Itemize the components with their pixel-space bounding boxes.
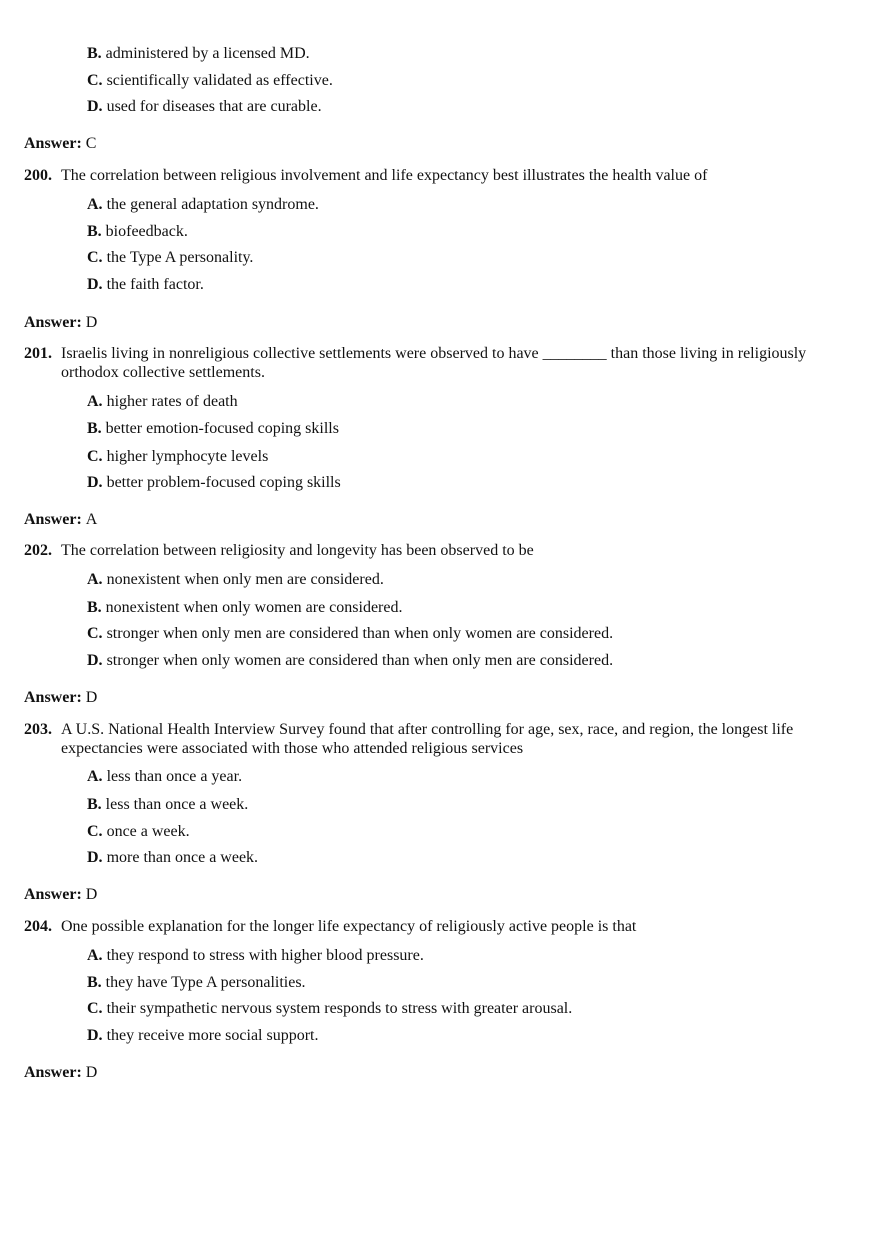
option-text: better emotion-focused coping skills <box>105 420 339 437</box>
question-203 <box>24 720 844 758</box>
option-text: used for diseases that are curable. <box>106 98 322 115</box>
answer-value: C <box>85 135 97 152</box>
question-202 <box>24 541 844 560</box>
option-text: the Type A personality. <box>106 249 254 266</box>
option-d <box>87 651 613 670</box>
option-b <box>87 44 310 63</box>
question-number: 204. <box>24 918 52 935</box>
option-text: they respond to stress with higher blood pressure. <box>106 947 424 964</box>
option-letter: B. <box>87 223 102 240</box>
answer-label: Answer: <box>24 689 82 706</box>
option-b <box>87 795 248 814</box>
option-letter: D. <box>87 849 103 866</box>
question-number: 202. <box>24 542 52 559</box>
option-text: once a week. <box>106 823 190 840</box>
question-204 <box>24 917 844 936</box>
option-b <box>87 598 402 617</box>
option-text: better problem-focused coping skills <box>106 474 341 491</box>
option-letter: D. <box>87 98 103 115</box>
option-text: biofeedback. <box>105 223 188 240</box>
option-letter: B. <box>87 974 102 991</box>
option-c <box>87 248 253 267</box>
option-letter: C. <box>87 448 103 465</box>
answer-line <box>24 1063 97 1082</box>
answer-label: Answer: <box>24 314 82 331</box>
question-text: One possible explanation for the longer life expectancy of religiously active people is that <box>61 918 637 935</box>
answer-line <box>24 688 97 707</box>
option-text: their sympathetic nervous system responds to stress with greater arousal. <box>106 1000 573 1017</box>
option-a <box>87 195 319 214</box>
option-a <box>87 767 242 786</box>
answer-label: Answer: <box>24 886 82 903</box>
answer-value: D <box>85 689 98 706</box>
option-text: they have Type A personalities. <box>105 974 306 991</box>
option-c <box>87 999 572 1018</box>
option-letter: B. <box>87 599 102 616</box>
question-number: 200. <box>24 167 52 184</box>
option-text: less than once a year. <box>106 768 243 785</box>
answer-line <box>24 134 96 153</box>
question-201 <box>24 344 844 382</box>
answer-value: A <box>85 511 98 528</box>
option-text: higher rates of death <box>106 393 238 410</box>
option-letter: B. <box>87 420 102 437</box>
option-letter: B. <box>87 45 102 62</box>
option-letter: C. <box>87 625 103 642</box>
option-letter: A. <box>87 393 103 410</box>
option-letter: B. <box>87 796 102 813</box>
option-a <box>87 392 238 411</box>
option-a <box>87 570 384 589</box>
option-b <box>87 419 339 438</box>
option-letter: D. <box>87 474 103 491</box>
option-c <box>87 71 333 90</box>
answer-line <box>24 885 97 904</box>
option-text: stronger when only women are considered than when only men are considered. <box>106 652 614 669</box>
question-text: Israelis living in nonreligious collective settlements were observed to have ________ than those living in religiously orthodox collective settlements. <box>61 345 807 381</box>
option-text: they receive more social support. <box>106 1027 319 1044</box>
option-b <box>87 222 188 241</box>
option-d <box>87 97 322 116</box>
option-letter: A. <box>87 947 103 964</box>
answer-value: D <box>85 314 98 331</box>
option-letter: C. <box>87 1000 103 1017</box>
option-text: stronger when only men are considered than when only women are considered. <box>106 625 614 642</box>
option-letter: C. <box>87 72 103 89</box>
option-letter: C. <box>87 823 103 840</box>
option-letter: A. <box>87 196 103 213</box>
option-text: the faith factor. <box>106 276 204 293</box>
option-letter: D. <box>87 1027 103 1044</box>
option-letter: A. <box>87 571 103 588</box>
option-text: nonexistent when only women are considered. <box>105 599 403 616</box>
option-d <box>87 1026 318 1045</box>
answer-line <box>24 313 97 332</box>
answer-label: Answer: <box>24 511 82 528</box>
option-c <box>87 447 268 466</box>
option-d <box>87 473 341 492</box>
question-number: 201. <box>24 345 52 362</box>
question-number: 203. <box>24 721 52 738</box>
option-d <box>87 275 204 294</box>
option-text: scientifically validated as effective. <box>106 72 333 89</box>
answer-label: Answer: <box>24 1064 82 1081</box>
option-b <box>87 973 306 992</box>
question-text: The correlation between religiosity and longevity has been observed to be <box>61 542 534 559</box>
option-a <box>87 946 424 965</box>
option-letter: C. <box>87 249 103 266</box>
option-text: nonexistent when only men are considered. <box>106 571 384 588</box>
option-text: more than once a week. <box>106 849 259 866</box>
option-text: administered by a licensed MD. <box>105 45 310 62</box>
question-text: A U.S. National Health Interview Survey found that after controlling for age, sex, race, and region, the longest life expectancies were associated with those who attended religious services <box>61 721 794 757</box>
question-text: The correlation between religious involvement and life expectancy best illustrates the health value of <box>61 167 708 184</box>
option-letter: D. <box>87 652 103 669</box>
option-letter: D. <box>87 276 103 293</box>
answer-label: Answer: <box>24 135 82 152</box>
option-letter: A. <box>87 768 103 785</box>
answer-line <box>24 510 97 529</box>
option-c <box>87 624 613 643</box>
option-text: less than once a week. <box>105 796 249 813</box>
option-text: the general adaptation syndrome. <box>106 196 319 213</box>
question-200 <box>24 166 844 185</box>
option-c <box>87 822 190 841</box>
answer-value: D <box>85 886 98 903</box>
answer-value: D <box>85 1064 98 1081</box>
option-text: higher lymphocyte levels <box>106 448 269 465</box>
option-d <box>87 848 258 867</box>
